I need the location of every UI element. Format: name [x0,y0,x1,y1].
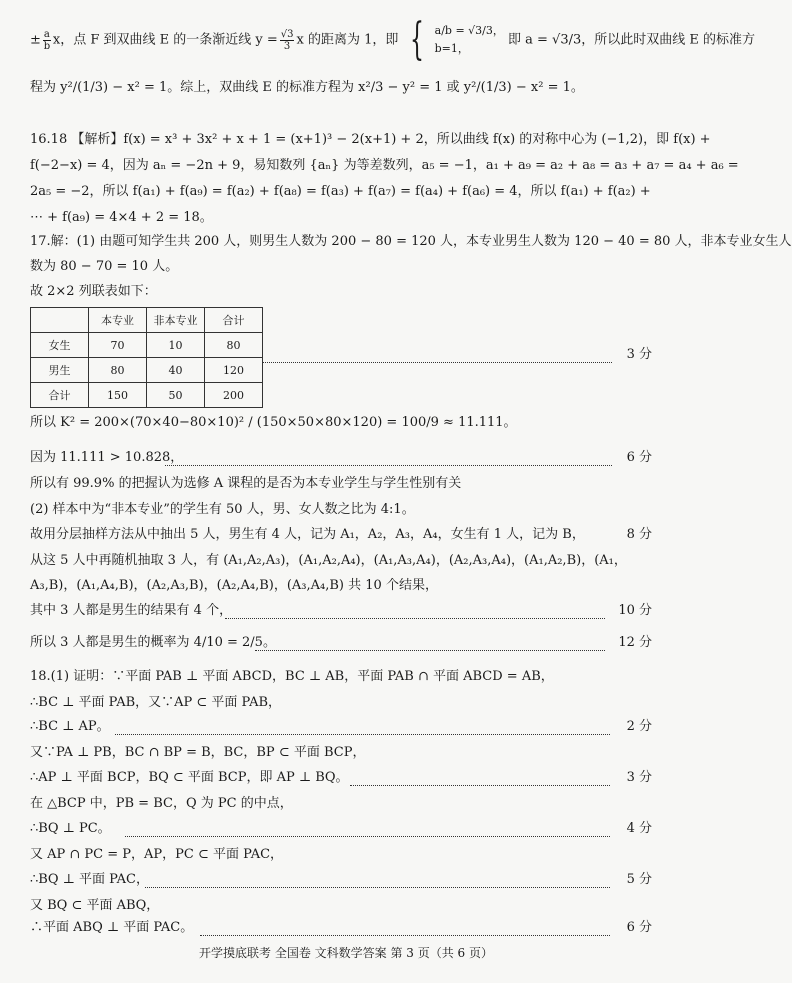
dotted-leader [200,935,610,936]
q18-line-9: ∴BQ ⊥ 平面 PAC， [30,872,149,887]
q17-line-9: 从这 5 人中再随机抽取 3 人，有 (A₁,A₂,A₃)，(A₁,A₂,A₄)，(A₁,A₃,A₄)，(A₂,A₃,A₄)，(A₁,A₂,B)，(A₁， [30,553,627,568]
text: x，点 F 到双曲线 E 的一条渐近线 y = [52,32,278,48]
table-row [31,358,263,383]
table-row [31,333,263,358]
pm-sign: ± [30,32,41,48]
table-cell: 女生 [31,333,89,358]
dotted-leader [145,887,610,888]
system-eq-2: b=1， [434,42,469,55]
dotted-leader [255,650,605,651]
table-cell: 80 [89,358,147,383]
q17-k2-formula: 所以 K² = 200×(70×40−80×10)² / (150×50×80×120) = 100/9 ≈ 11.111。 [30,415,517,430]
score-mark: 3 分 [626,770,652,785]
table-cell: 80 [205,333,263,358]
q18-line-1: 18.(1) 证明：∵平面 PAB ⊥ 平面 ABCD，BC ⊥ AB，平面 PAB ∩ 平面 ABCD = AB， [30,669,554,684]
frac-sqrt3-3 [280,29,295,52]
q16-line-1: 16.18 【解析】f(x) = x³ + 3x² + x + 1 = (x+1)³ − 2(x+1) + 2，所以曲线 f(x) 的对称中心为 (−1,2)，即 f(x) + [30,132,711,147]
q17-line-6: 所以有 99.9% 的把握认为选修 A 课程的是否为本专业学生与学生性别有关 [30,476,462,491]
text: x 的距离为 1，即 [296,32,399,48]
q18-line-7: ∴BQ ⊥ PC。 [30,821,111,836]
q16-line-4: ⋯ + f(a₉) = 4×4 + 2 = 18。 [30,210,213,225]
q17-line-12: 所以 3 人都是男生的概率为 4/10 = 2/5。 [30,635,276,650]
table-cell: 男生 [31,358,89,383]
table-header-row [31,308,263,333]
dotted-leader [115,734,610,735]
brace: { [409,14,424,65]
table-row [31,383,263,408]
dotted-leader [350,785,610,786]
table-cell: 120 [205,358,263,383]
table-cell: 150 [89,383,147,408]
q16-line-2: f(−2−x) = 4，因为 aₙ = −2n + 9，易知数列 {aₙ} 为等差数列，a₅ = −1，a₁ + a₉ = a₂ + a₈ = a₃ + a₇ = a₄ + a₆ = [30,158,739,173]
score-mark: 4 分 [626,821,652,836]
table-cell: 40 [147,358,205,383]
q17-line-7: (2) 样本中为“非本专业”的学生有 50 人，男、女人数之比为 4:1。 [30,502,415,517]
table-cell: 200 [205,383,263,408]
q18-line-2: ∴BC ⊥ 平面 PAB，又∵AP ⊂ 平面 PAB， [30,695,282,710]
q17-line-2: 数为 80 − 70 = 10 人。 [30,259,179,274]
frac-den: 3 [283,40,291,52]
score-mark: 6 分 [626,450,652,465]
score-mark: 10 分 [618,603,652,618]
q18-line-10: 又 BQ ⊂ 平面 ABQ， [30,898,160,913]
score-mark: 6 分 [626,920,652,935]
top-line-1 [30,14,756,65]
table-header [31,308,89,333]
q18-line-8: 又 AP ∩ PC = P，AP，PC ⊂ 平面 PAC， [30,847,284,862]
q18-line-11: ∴平面 ABQ ⊥ 平面 PAC。 [30,920,194,935]
q18-line-5: ∴AP ⊥ 平面 BCP，BQ ⊂ 平面 BCP，即 AP ⊥ BQ。 [30,770,349,785]
contingency-table [30,307,263,408]
table-header: 合计 [205,308,263,333]
dotted-leader [225,618,605,619]
equation-system [435,22,504,58]
score-mark: 12 分 [618,635,652,650]
q16-line-3: 2a₅ = −2，所以 f(a₁) + f(a₉) = f(a₂) + f(a₈) = f(a₃) + f(a₇) = f(a₄) + f(a₆) = 4，所以 f(a₁) + f(a₂) + [30,184,651,199]
dotted-leader [165,465,612,466]
q17-line-3: 故 2×2 列联表如下： [30,284,157,299]
table-cell: 合计 [31,383,89,408]
table-header: 本专业 [89,308,147,333]
q17-line-8: 故用分层抽样方法从中抽出 5 人，男生有 4 人，记为 A₁，A₂，A₃，A₄，女生有 1 人，记为 B， [30,527,585,542]
frac-num: a [43,28,50,40]
top-line-2: 程为 y²/(1/3) − x² = 1。综上，双曲线 E 的标准方程为 x²/3 − y² = 1 或 y²/(1/3) − x² = 1。 [30,80,584,95]
text: 即 a = √3/3，所以此时双曲线 E 的标准方 [508,32,756,48]
frac-a-b [43,29,51,52]
q17-line-11: 其中 3 人都是男生的结果有 4 个， [30,603,233,618]
table-cell: 50 [147,383,205,408]
score-mark: 2 分 [626,719,652,734]
q17-line-1: 17.解：(1) 由题可知学生共 200 人，则男生人数为 200 − 80 = 120 人，本专业男生人数为 120 − 40 = 80 人，非本专业女生人 [30,234,792,249]
table-cell: 70 [89,333,147,358]
score-mark: 8 分 [626,527,652,542]
score-mark: 5 分 [626,872,652,887]
q18-line-6: 在 △BCP 中，PB = BC，Q 为 PC 的中点， [30,796,293,811]
frac-den: b [43,40,51,52]
page-footer: 开学摸底联考 全国卷 文科数学答案 第 3 页（共 6 页） [199,946,493,960]
table-header: 非本专业 [147,308,205,333]
q18-line-3: ∴BC ⊥ AP。 [30,719,110,734]
score-mark: 3 分 [626,347,652,362]
frac-num: √3 [280,28,294,40]
table-cell: 10 [147,333,205,358]
dotted-leader [262,362,612,363]
system-eq-1: a/b = √3/3， [434,24,504,37]
q17-line-10: A₃,B)，(A₁,A₄,B)，(A₂,A₃,B)，(A₂,A₄,B)，(A₃,A₄,B) 共 10 个结果， [30,578,438,593]
q17-line-5: 因为 11.111 > 10.828， [30,450,184,465]
dotted-leader [125,836,610,837]
q18-line-4: 又∵PA ⊥ PB，BC ∩ BP = B，BC，BP ⊂ 平面 BCP， [30,745,366,760]
